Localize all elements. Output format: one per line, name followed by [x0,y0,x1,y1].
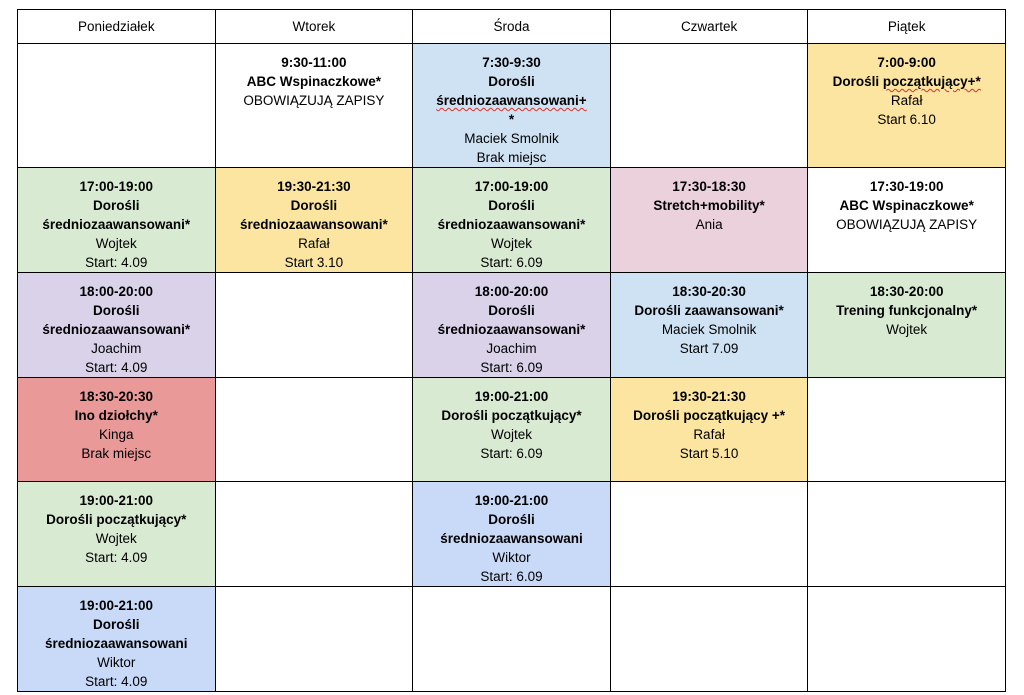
empty-slot [18,44,216,168]
class-slot [808,168,1006,273]
class-slot [18,273,216,378]
class-slot [808,273,1006,378]
class-name-line: średniozaawansowani [440,531,583,546]
class-slot-content [808,273,1005,339]
class-time: 9:30-11:00 [281,55,347,70]
empty-slot [215,273,413,378]
class-slot [808,44,1006,168]
class-slot [18,482,216,587]
empty-slot [215,482,413,587]
class-info-secondary: Start 3.10 [284,255,344,270]
class-info-primary: Wojtek [95,236,137,251]
empty-slot [215,378,413,482]
empty-slot [610,482,808,587]
spellcheck-underline: średniozaawansowani+ [436,93,587,108]
class-info-primary: Joachim [91,341,142,356]
class-time: 19:30-21:30 [672,389,746,404]
class-slot-content [413,482,610,586]
class-time: 19:00-21:00 [79,598,154,613]
class-slot-content [611,273,808,358]
class-name-line: Dorośli początkujący+* [832,74,981,89]
class-name-line: Dorośli [488,198,535,213]
class-name-line: średniozaawansowani* [437,217,586,232]
class-slot-content [216,168,413,272]
class-slot-content [413,273,610,377]
class-name-line: Dorośli początkujący* [441,408,582,423]
class-info-secondary: Start: 6.09 [480,360,543,375]
day-header: Piątek [808,10,1006,44]
class-slot [215,44,413,168]
class-slot-content [18,168,215,272]
schedule-row [18,44,1006,168]
class-info-primary: Wiktor [97,655,136,670]
class-info-secondary: Brak miejsc [476,150,547,165]
class-name-line: ABC Wspinaczkowe* [246,74,382,89]
class-slot [610,168,808,273]
schedule-body [18,44,1006,692]
class-name-line: Dorośli początkujący* [46,512,187,527]
empty-slot [610,587,808,692]
class-info-primary: Ania [695,217,723,232]
class-time: 19:00-21:00 [474,389,549,404]
class-slot [18,378,216,482]
class-slot [413,44,611,168]
class-slot-content [216,44,413,110]
class-name-line: Dorośli [93,303,140,318]
class-slot-content [611,168,808,234]
class-name-line: Dorośli [290,198,338,213]
empty-slot [808,587,1006,692]
day-header: Poniedziałek [18,10,216,44]
class-slot [413,273,611,378]
class-time: 19:30-21:30 [277,179,351,194]
class-time: 17:00-19:00 [79,179,154,194]
class-info-secondary: Start: 4.09 [85,674,148,689]
class-time: 18:00-20:00 [79,284,154,299]
class-info-secondary: Start 7.09 [679,341,739,356]
class-slot-content [18,482,215,567]
class-name-line: ABC Wspinaczkowe* [839,198,974,213]
class-time: 19:00-21:00 [79,493,154,508]
class-info-primary: Rafał [693,427,725,442]
class-name-line: średniozaawansowani* [42,217,191,232]
class-info-primary: Wojtek [490,236,532,251]
class-slot-content [18,378,215,463]
schedule-row [18,482,1006,587]
schedule-row [18,168,1006,273]
schedule-row [18,273,1006,378]
class-slot-content [18,273,215,377]
class-time: 18:30-20:30 [79,389,154,404]
class-name-line: średniozaawansowani* [437,322,586,337]
class-slot [610,378,808,482]
class-slot [18,168,216,273]
class-slot-content [18,587,215,691]
class-name-line: Ino dziołchy* [74,408,158,423]
class-name-line: Dorośli zaawansowani* [634,303,784,318]
class-info-primary: Rafał [298,236,330,251]
class-name-line: Dorośli [93,617,140,632]
class-info-secondary: Start 6.10 [877,112,936,127]
class-time: 18:30-20:30 [672,284,746,299]
class-info-secondary: Start: 4.09 [85,360,148,375]
class-info-primary: Wojtek [490,427,532,442]
class-time: 7:30-9:30 [482,55,541,70]
class-slot-content [808,168,1005,234]
header-row [18,10,1006,44]
spellcheck-underline: początkujący+* [882,74,981,89]
class-slot [413,168,611,273]
class-info-primary: Wojtek [95,531,137,546]
class-info-secondary: Start: 4.09 [85,255,148,270]
class-info-primary: Wiktor [492,550,531,565]
class-slot [413,482,611,587]
class-name-line: Dorośli [488,512,535,527]
schedule-table [17,9,1006,692]
class-info-primary: Maciek Smolnik [464,131,559,146]
class-slot [413,378,611,482]
class-name-line: * [508,112,515,127]
class-time: 18:30-20:00 [869,284,944,299]
class-name-line: Dorośli [488,74,535,89]
class-info-primary: OBOWIĄZUJĄ ZAPISY [243,93,385,108]
day-header: Środa [413,10,611,44]
class-name-line: średniozaawansowani* [42,322,191,337]
schedule-row [18,378,1006,482]
class-name-line: Trening funkcjonalny* [836,303,978,318]
class-slot-content [808,44,1005,129]
empty-slot [413,587,611,692]
class-slot-content [413,168,610,272]
class-slot [215,168,413,273]
class-info-primary: Maciek Smolnik [661,322,757,337]
class-slot [610,273,808,378]
class-slot [18,587,216,692]
class-info-primary: Rafał [890,93,923,108]
class-info-primary: OBOWIĄZUJĄ ZAPISY [836,217,978,232]
class-info-primary: Wojtek [886,322,928,337]
class-time: 17:30-19:00 [869,179,944,194]
class-name-line: Dorośli początkujący +* [633,408,786,423]
class-time: 17:30-18:30 [672,179,746,194]
class-info-primary: Joachim [486,341,537,356]
day-header: Wtorek [215,10,413,44]
class-time: 18:00-20:00 [474,284,549,299]
class-time: 19:00-21:00 [474,493,549,508]
class-name-line: Stretch+mobility* [653,198,765,213]
class-slot-content [413,378,610,463]
class-info-secondary: Brak miejsc [81,446,152,461]
class-info-secondary: Start: 6.09 [480,255,543,270]
empty-slot [808,482,1006,587]
class-info-secondary: Start: 4.09 [85,550,148,565]
empty-slot [610,44,808,168]
class-time: 17:00-19:00 [474,179,549,194]
class-name-line: średniozaawansowani* [239,217,388,232]
class-name-line: Dorośli [93,198,140,213]
class-info-secondary: Start: 6.09 [480,446,543,461]
class-info-secondary: Start 5.10 [679,446,739,461]
class-name-line: Dorośli [488,303,535,318]
class-slot-content [413,44,610,167]
empty-slot [215,587,413,692]
class-info-primary: Kinga [99,427,134,442]
class-info-secondary: Start: 6.09 [480,569,543,584]
class-name-line: średniozaawansowani [45,636,188,651]
class-name-line [413,91,610,110]
class-slot-content [611,378,808,463]
day-header: Czwartek [610,10,808,44]
schedule-row [18,587,1006,692]
empty-slot [808,378,1006,482]
class-time: 7:00-9:00 [877,55,936,70]
